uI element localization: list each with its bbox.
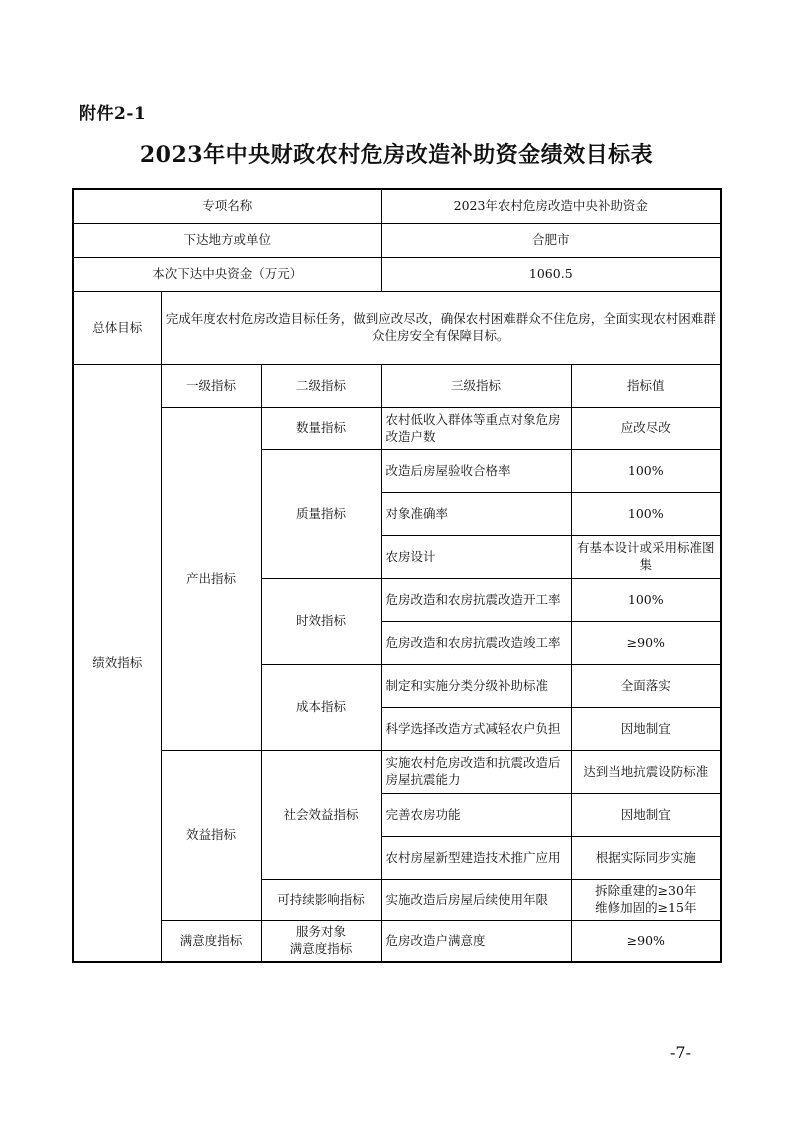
- indicator-value: 达到当地抗震设防标准: [571, 751, 721, 794]
- indicator-name: 危房改造户满意度: [381, 921, 571, 963]
- indicator-value: 100%: [571, 493, 721, 536]
- output-indicator-label: 产出指标: [161, 408, 261, 751]
- indicator-name: 完善农房功能: [381, 794, 571, 837]
- social-benefit-indicator-label: 社会效益指标: [261, 751, 381, 880]
- target-unit-value: 合肥市: [381, 224, 721, 258]
- goal-row: [73, 292, 721, 365]
- quality-indicator-label: 质量指标: [261, 450, 381, 579]
- indicator-value: ≥90%: [571, 921, 721, 963]
- indicator-name: 农村房屋新型建造技术推广应用: [381, 837, 571, 880]
- col-level2-header: 二级指标: [261, 365, 381, 408]
- funds-value: 1060.5: [381, 258, 721, 292]
- indicator-value: 100%: [571, 579, 721, 622]
- indicator-value: 根据实际同步实施: [571, 837, 721, 880]
- indicator-name: 农房设计: [381, 536, 571, 579]
- table-row: [73, 408, 721, 450]
- attachment-label: 附件2-1: [79, 104, 147, 124]
- indicators-section-label: 绩效指标: [73, 365, 161, 963]
- target-unit-label: 下达地方或单位: [73, 224, 381, 258]
- target-unit-row: [73, 224, 721, 258]
- table-row: [73, 921, 721, 963]
- indicator-name: 对象准确率: [381, 493, 571, 536]
- indicator-value: ≥90%: [571, 622, 721, 665]
- indicator-name: 危房改造和农房抗震改造竣工率: [381, 622, 571, 665]
- quantity-indicator-label: 数量指标: [261, 408, 381, 450]
- indicator-name: 实施农村危房改造和抗震改造后房屋抗震能力: [381, 751, 571, 794]
- cost-indicator-label: 成本指标: [261, 665, 381, 751]
- goal-label: 总体目标: [73, 292, 161, 365]
- indicator-name: 科学选择改造方式减轻农户负担: [381, 708, 571, 751]
- project-name-row: [73, 189, 721, 224]
- indicator-value: 有基本设计或采用标准图集: [571, 536, 721, 579]
- indicator-value: 100%: [571, 450, 721, 493]
- indicator-value-line: 拆除重建的≥30年: [595, 883, 697, 899]
- satisfaction-indicator-label: 满意度指标: [161, 921, 261, 963]
- project-name-value: 2023年农村危房改造中央补助资金: [381, 189, 721, 224]
- col-value-header: 指标值: [571, 365, 721, 408]
- column-header-row: [73, 365, 721, 408]
- funds-label: 本次下达中央资金（万元）: [73, 258, 381, 292]
- goal-text: 完成年度农村危房改造目标任务，做到应改尽改，确保农村困难群众不住危房，全面实现农村困难群众住房安全有保障目标。: [161, 292, 721, 365]
- service-satisfaction-line: 满意度指标: [289, 941, 353, 956]
- sustainable-indicator-label: 可持续影响指标: [261, 880, 381, 921]
- indicator-name: 农村低收入群体等重点对象危房改造户数: [381, 408, 571, 450]
- funds-row: [73, 258, 721, 292]
- col-level3-header: 三级指标: [381, 365, 571, 408]
- indicator-value: 因地制宜: [571, 708, 721, 751]
- page-number: -7-: [670, 1043, 691, 1062]
- indicator-name: 实施改造后房屋后续使用年限: [381, 880, 571, 921]
- indicator-value: 应改尽改: [571, 408, 721, 450]
- page-title: 2023年中央财政农村危房改造补助资金绩效目标表: [139, 142, 654, 168]
- indicator-name: 改造后房屋验收合格率: [381, 450, 571, 493]
- benefit-indicator-label: 效益指标: [161, 751, 261, 921]
- col-level1-header: 一级指标: [161, 365, 261, 408]
- indicator-value: 全面落实: [571, 665, 721, 708]
- service-satisfaction-label: [261, 921, 381, 963]
- table-row: [73, 751, 721, 794]
- indicator-value: [571, 880, 721, 921]
- indicator-value-line: 维修加固的≥15年: [595, 900, 697, 915]
- service-satisfaction-line: 服务对象: [296, 924, 347, 940]
- performance-table: [72, 188, 722, 963]
- project-name-label: 专项名称: [73, 189, 381, 224]
- timeliness-indicator-label: 时效指标: [261, 579, 381, 665]
- indicator-name: 危房改造和农房抗震改造开工率: [381, 579, 571, 622]
- indicator-value: 因地制宜: [571, 794, 721, 837]
- indicator-name: 制定和实施分类分级补助标准: [381, 665, 571, 708]
